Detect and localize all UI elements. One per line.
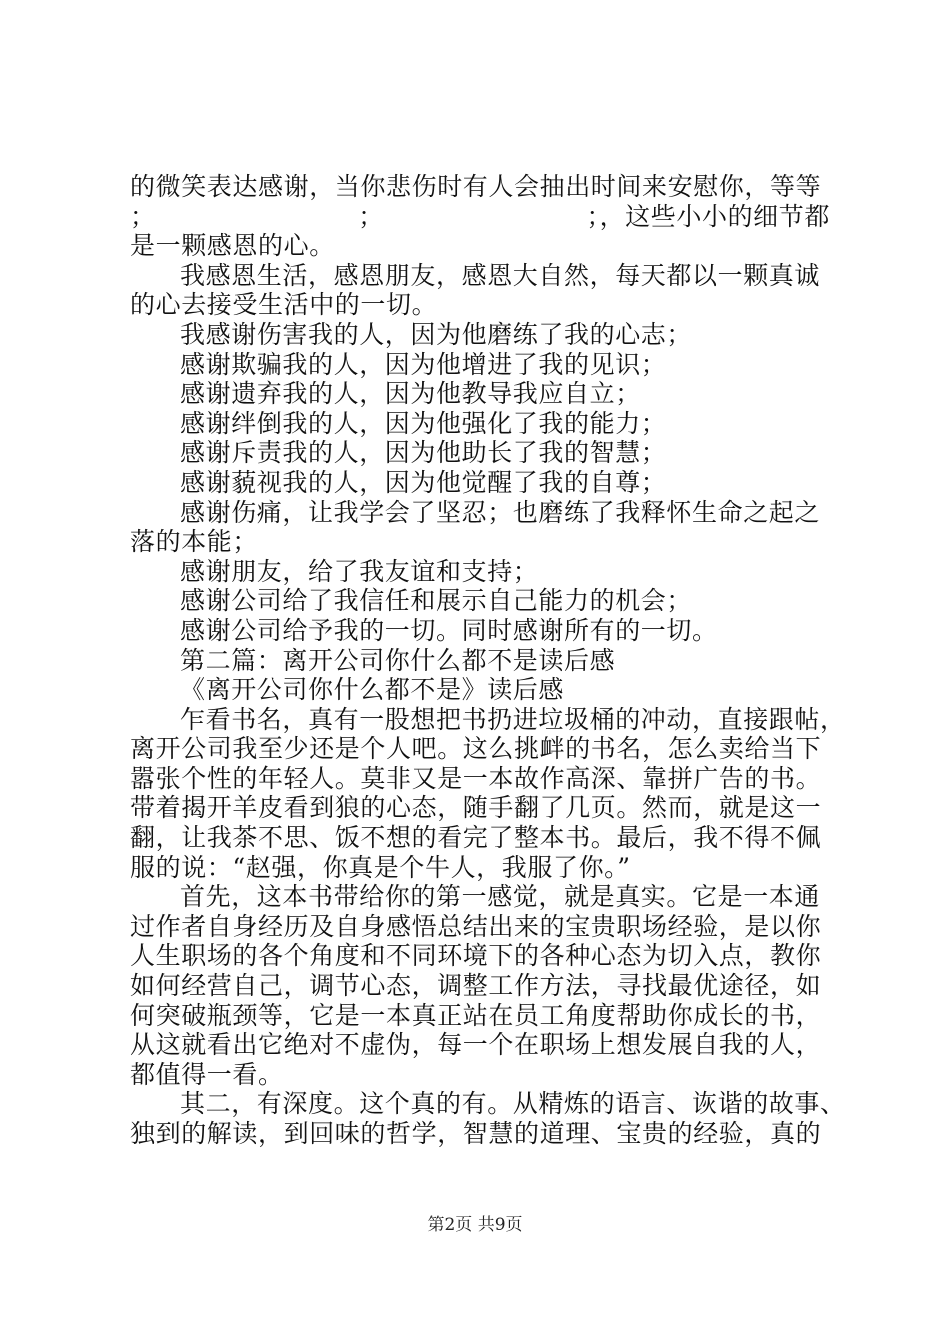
text-line: 第二篇：离开公司你什么都不是读后感: [180, 645, 616, 675]
document-body: [130, 172, 846, 1149]
text-line: 落的本能；: [130, 527, 259, 557]
text-line: 人生职场的各个角度和不同环境下的各种心态为切入点，教你: [130, 941, 822, 971]
text-segment: ；: [130, 201, 156, 231]
page-number: 第2页 共9页: [427, 1215, 523, 1235]
text-segment: ；: [358, 201, 384, 231]
text-line: 感谢绊倒我的人，因为他强化了我的能力；: [180, 408, 667, 438]
text-line: 感谢公司给了我信任和展示自己能力的机会；: [180, 586, 693, 616]
text-line: 都值得一看。: [130, 1059, 284, 1089]
text-line: 如何经营自己，调节心态，调整工作方法，寻找最优途径，如: [130, 971, 822, 1001]
text-line: 翻，让我茶不思、饭不想的看完了整本书。最后，我不得不佩: [130, 823, 822, 853]
text-line: 感谢遗弃我的人，因为他教导我应自立；: [180, 379, 641, 409]
text-line: [130, 202, 830, 232]
text-line: 《离开公司你什么都不是》读后感: [180, 675, 565, 705]
text-line: 感谢朋友，给了我友谊和支持；: [180, 556, 539, 586]
text-line: 其二，有深度。这个真的有。从精炼的语言、诙谐的故事、: [180, 1089, 846, 1119]
text-line: 感谢欺骗我的人，因为他增进了我的见识；: [180, 349, 667, 379]
text-line: 我感谢伤害我的人，因为他磨练了我的心志；: [180, 319, 693, 349]
text-line: 乍看书名，真有一股想把书扔进垃圾桶的冲动，直接跟帖，: [180, 704, 846, 734]
text-line: 离开公司我至少还是个人吧。这么挑衅的书名，怎么卖给当下: [130, 734, 822, 764]
text-line: 感谢公司给予我的一切。同时感谢所有的一切。: [180, 615, 718, 645]
text-line: 感谢藐视我的人，因为他觉醒了我的自尊；: [180, 467, 667, 497]
text-line: 的心去接受生活中的一切。: [130, 290, 438, 320]
text-line: 首先，这本书带给你的第一感觉，就是真实。它是一本通: [180, 882, 821, 912]
text-line: 感谢斥责我的人，因为他助长了我的智慧；: [180, 438, 667, 468]
text-line: 是一颗感恩的心。: [130, 231, 335, 261]
text-line: 何突破瓶颈等，它是一本真正站在员工角度帮助你成长的书，: [130, 1000, 822, 1030]
text-line: 的微笑表达感谢，当你悲伤时有人会抽出时间来安慰你，等等: [130, 172, 822, 201]
text-line: 过作者自身经历及自身感悟总结出来的宝贵职场经验，是以你: [130, 911, 822, 941]
text-line: 嚣张个性的年轻人。莫非又是一本故作高深、靠拼广告的书。: [130, 763, 822, 793]
text-line: 服的说：“赵强，你真是个牛人，我服了你。”: [130, 852, 631, 882]
text-segment: ；，这些小小的细节都: [586, 201, 830, 231]
text-line: 感谢伤痛，让我学会了坚忍；也磨练了我释怀生命之起之: [180, 497, 821, 527]
text-line: 独到的解读，到回味的哲学，智慧的道理、宝贵的经验，真的: [130, 1119, 822, 1148]
text-line: 带着揭开羊皮看到狼的心态，随手翻了几页。然而，就是这一: [130, 793, 822, 823]
text-line: 我感恩生活，感恩朋友，感恩大自然，每天都以一颗真诚: [180, 260, 821, 290]
text-line: 从这就看出它绝对不虚伪，每一个在职场上想发展自我的人，: [130, 1030, 822, 1060]
